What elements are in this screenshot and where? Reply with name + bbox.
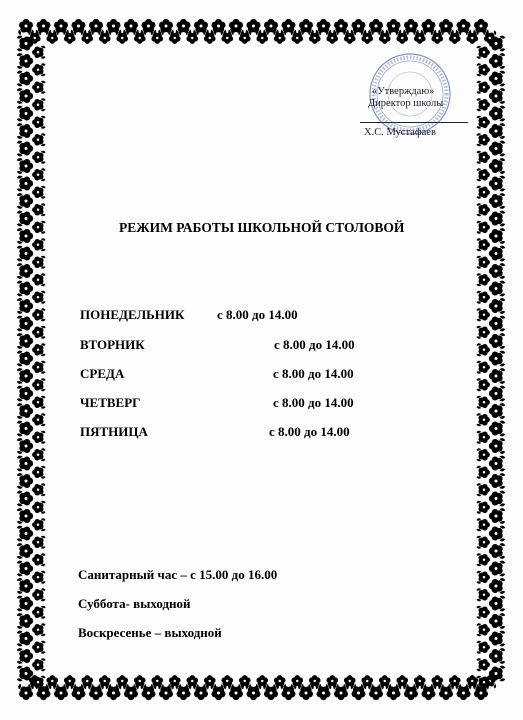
day-name: ПОНЕДЕЛЬНИК — [80, 307, 185, 322]
floral-border-ornament — [17, 648, 33, 664]
floral-border-ornament — [133, 675, 146, 688]
floral-border-ornament — [308, 30, 321, 43]
floral-border-ornament — [17, 491, 33, 507]
floral-border-ornament — [98, 675, 111, 688]
floral-border-ornament — [489, 648, 505, 664]
floral-border-ornament — [32, 81, 45, 94]
floral-border-ornament — [123, 19, 139, 35]
approval-stamp-block — [352, 52, 470, 142]
floral-border-ornament — [256, 30, 269, 43]
floral-border-ornament — [476, 606, 489, 619]
floral-border-ornament — [476, 536, 489, 549]
floral-border-ornament — [106, 684, 122, 700]
floral-border-ornament — [476, 46, 489, 59]
floral-border-ornament — [308, 675, 321, 688]
floral-border-ornament — [326, 30, 339, 43]
floral-border-ornament — [448, 30, 461, 43]
floral-border-ornament — [53, 684, 69, 700]
floral-border-ornament — [17, 613, 33, 629]
note-saturday: Суббота- выходной — [78, 596, 191, 611]
floral-border-ornament — [489, 71, 505, 87]
floral-border-ornament — [476, 571, 489, 584]
floral-border-ornament — [116, 30, 129, 43]
floral-border-ornament — [116, 675, 129, 688]
floral-border-ornament — [476, 623, 489, 636]
floral-border-ornament — [476, 203, 489, 216]
floral-border-ornament — [17, 596, 33, 612]
floral-border-ornament — [133, 30, 146, 43]
floral-border-ornament — [71, 684, 87, 700]
floral-border-ornament — [228, 19, 244, 35]
floral-border-ornament — [476, 168, 489, 181]
floral-border-ornament — [291, 30, 304, 43]
note-sanitary-hour: Санитарный час – с 15.00 до 16.00 — [78, 567, 278, 582]
floral-border-ornament — [489, 211, 505, 227]
floral-border-ornament — [298, 684, 314, 700]
floral-border-ornament — [32, 588, 45, 601]
floral-border-ornament — [476, 343, 489, 356]
floral-border-ornament — [17, 456, 33, 472]
floral-border-ornament — [17, 316, 33, 332]
floral-border-ornament — [421, 19, 437, 35]
floral-border-ornament — [333, 684, 349, 700]
floral-border-ornament — [489, 193, 505, 209]
floral-border-ornament — [476, 256, 489, 269]
floral-border-ornament — [476, 308, 489, 321]
floral-border-ornament — [32, 536, 45, 549]
floral-border-ornament — [228, 684, 244, 700]
floral-border-ornament — [221, 30, 234, 43]
floral-border-ornament — [476, 413, 489, 426]
floral-border-ornament — [489, 368, 505, 384]
floral-border-ornament — [396, 30, 409, 43]
floral-border-ornament — [413, 675, 426, 688]
floral-border-ornament — [32, 133, 45, 146]
floral-border-ornament — [489, 403, 505, 419]
floral-border-ornament — [281, 19, 297, 35]
floral-border-ornament — [466, 30, 479, 43]
floral-border-ornament — [32, 483, 45, 496]
floral-border-ornament — [291, 675, 304, 688]
floral-border-ornament — [386, 19, 402, 35]
floral-border-ornament — [17, 123, 33, 139]
floral-border-ornament — [17, 508, 33, 524]
floral-border-ornament — [489, 106, 505, 122]
floral-border-ornament — [476, 63, 489, 76]
floral-border-ornament — [476, 396, 489, 409]
floral-border-ornament — [46, 675, 59, 688]
floral-border-ornament — [17, 228, 33, 244]
floral-border-ornament — [17, 526, 33, 542]
floral-border-ornament — [489, 508, 505, 524]
floral-border-ornament — [431, 675, 444, 688]
floral-border-ornament — [17, 246, 33, 262]
floral-border-ornament — [17, 193, 33, 209]
day-hours: с 8.00 до 14.00 — [273, 366, 354, 381]
floral-border-ornament — [32, 46, 45, 59]
floral-border-ornament — [106, 19, 122, 35]
note-sunday: Воскресенье – выходной — [78, 625, 222, 640]
floral-border-ornament — [32, 501, 45, 514]
floral-border-ornament — [17, 53, 33, 69]
floral-border-ornament — [476, 273, 489, 286]
floral-border-ornament — [176, 19, 192, 35]
floral-border-ornament — [17, 543, 33, 559]
floral-border-ornament — [123, 684, 139, 700]
floral-border-ornament — [32, 168, 45, 181]
floral-border-ornament — [32, 361, 45, 374]
floral-border-ornament — [168, 30, 181, 43]
floral-border-ornament — [273, 30, 286, 43]
floral-border-ornament — [141, 684, 157, 700]
floral-border-ornament — [63, 675, 76, 688]
floral-border-ornament — [476, 186, 489, 199]
floral-border-ornament — [32, 466, 45, 479]
floral-border-ornament — [17, 386, 33, 402]
floral-border-ornament — [17, 368, 33, 384]
floral-border-ornament — [17, 106, 33, 122]
floral-border-ornament — [476, 483, 489, 496]
day-name: ЧЕТВЕРГ — [80, 395, 141, 410]
floral-border-ornament — [489, 491, 505, 507]
floral-border-ornament — [17, 578, 33, 594]
floral-border-ornament — [456, 684, 472, 700]
floral-border-ornament — [489, 333, 505, 349]
floral-border-ornament — [211, 19, 227, 35]
floral-border-ornament — [333, 19, 349, 35]
floral-border-ornament — [17, 176, 33, 192]
floral-border-ornament — [32, 396, 45, 409]
floral-border-ornament — [476, 378, 489, 391]
floral-border-ornament — [17, 421, 33, 437]
floral-border-ornament — [168, 675, 181, 688]
floral-border-ornament — [256, 675, 269, 688]
floral-border-ornament — [368, 19, 384, 35]
floral-border-ornament — [151, 675, 164, 688]
floral-border-ornament — [489, 578, 505, 594]
floral-border-ornament — [32, 273, 45, 286]
day-hours: с 8.00 до 14.00 — [217, 307, 298, 322]
floral-border-ornament — [158, 19, 174, 35]
floral-border-ornament — [32, 343, 45, 356]
floral-border-ornament — [32, 63, 45, 76]
floral-border-ornament — [246, 19, 262, 35]
floral-border-ornament — [476, 641, 489, 654]
floral-border-ornament — [17, 351, 33, 367]
floral-border-ornament — [489, 53, 505, 69]
floral-border-ornament — [316, 684, 332, 700]
floral-border-ornament — [438, 684, 454, 700]
floral-border-ornament — [476, 448, 489, 461]
floral-border-ornament — [63, 30, 76, 43]
floral-border-ornament — [17, 281, 33, 297]
floral-border-ornament — [238, 30, 251, 43]
floral-border-ornament — [32, 186, 45, 199]
floral-border-ornament — [32, 413, 45, 426]
floral-border-ornament — [263, 684, 279, 700]
floral-border-ornament — [32, 203, 45, 216]
floral-border-ornament — [53, 19, 69, 35]
floral-border-ornament — [489, 246, 505, 262]
floral-border-ornament — [32, 326, 45, 339]
floral-border-ornament — [448, 675, 461, 688]
floral-border-ornament — [18, 684, 34, 700]
floral-border-ornament — [489, 631, 505, 647]
stamp-director-label: Директор школы — [368, 98, 444, 109]
floral-border-ornament — [476, 238, 489, 251]
floral-border-ornament — [361, 675, 374, 688]
floral-border-ornament — [489, 473, 505, 489]
floral-border-ornament — [421, 684, 437, 700]
floral-border-ornament — [489, 438, 505, 454]
floral-border-ornament — [32, 151, 45, 164]
floral-border-ornament — [88, 684, 104, 700]
floral-border-ornament — [211, 684, 227, 700]
floral-border-ornament — [489, 596, 505, 612]
floral-border-ornament — [316, 19, 332, 35]
floral-border-ornament — [438, 19, 454, 35]
floral-border-ornament — [98, 30, 111, 43]
floral-border-ornament — [476, 116, 489, 129]
day-name: ВТОРНИК — [80, 337, 145, 352]
floral-border-ornament — [476, 466, 489, 479]
floral-border-ornament — [489, 176, 505, 192]
floral-border-ornament — [326, 675, 339, 688]
floral-border-ornament — [476, 326, 489, 339]
floral-border-ornament — [17, 333, 33, 349]
floral-border-ornament — [476, 501, 489, 514]
floral-border-ornament — [17, 473, 33, 489]
floral-border-ornament — [489, 386, 505, 402]
day-hours: с 8.00 до 14.00 — [274, 337, 355, 352]
floral-border-ornament — [476, 658, 489, 671]
floral-border-ornament — [489, 316, 505, 332]
floral-border-ornament — [32, 238, 45, 251]
floral-border-ornament — [17, 631, 33, 647]
floral-border-ornament — [17, 403, 33, 419]
floral-border-ornament — [489, 543, 505, 559]
floral-border-ornament — [32, 431, 45, 444]
floral-border-ornament — [203, 675, 216, 688]
floral-border-ornament — [32, 116, 45, 129]
floral-border-ornament — [476, 81, 489, 94]
floral-border-ornament — [476, 98, 489, 111]
floral-border-ornament — [489, 561, 505, 577]
floral-border-ornament — [46, 30, 59, 43]
floral-border-ornament — [17, 158, 33, 174]
page-title: РЕЖИМ РАБОТЫ ШКОЛЬНОЙ СТОЛОВОЙ — [119, 220, 405, 235]
floral-border-ornament — [489, 456, 505, 472]
floral-border-ornament — [476, 553, 489, 566]
floral-border-ornament — [32, 553, 45, 566]
floral-border-ornament — [17, 88, 33, 104]
floral-border-ornament — [476, 431, 489, 444]
floral-border-ornament — [32, 571, 45, 584]
floral-border-ornament — [489, 351, 505, 367]
floral-border-ornament — [32, 518, 45, 531]
floral-border-ornament — [32, 98, 45, 111]
floral-border-ornament — [238, 675, 251, 688]
floral-border-ornament — [32, 291, 45, 304]
floral-border-ornament — [476, 221, 489, 234]
floral-border-ornament — [343, 675, 356, 688]
floral-border-ornament — [17, 263, 33, 279]
floral-border-ornament — [17, 211, 33, 227]
day-hours: с 8.00 до 14.00 — [269, 424, 350, 439]
floral-border-ornament — [378, 675, 391, 688]
floral-border-ornament — [489, 88, 505, 104]
floral-border-ornament — [176, 684, 192, 700]
floral-border-ornament — [17, 438, 33, 454]
stamp-director-name: Х.С. Мустафаев — [364, 127, 436, 138]
floral-border-ornament — [476, 151, 489, 164]
floral-border-ornament — [351, 19, 367, 35]
floral-border-ornament — [32, 641, 45, 654]
floral-border-ornament — [263, 19, 279, 35]
floral-border-ornament — [489, 263, 505, 279]
floral-border-ornament — [361, 30, 374, 43]
floral-border-ornament — [489, 281, 505, 297]
floral-border-ornament — [489, 613, 505, 629]
floral-border-ornament — [489, 228, 505, 244]
floral-border-ornament — [476, 291, 489, 304]
floral-border-ornament — [71, 19, 87, 35]
floral-border-ornament — [32, 658, 45, 671]
floral-border-ornament — [81, 675, 94, 688]
floral-border-ornament — [386, 684, 402, 700]
stamp-approved-label: «Утверждаю» — [372, 86, 435, 97]
floral-border-ornament — [17, 561, 33, 577]
day-name: СРЕДА — [80, 366, 125, 381]
floral-border-ornament — [273, 675, 286, 688]
day-name: ПЯТНИЦА — [80, 424, 148, 439]
floral-border-ornament — [489, 421, 505, 437]
floral-border-ornament — [32, 448, 45, 461]
floral-border-ornament — [343, 30, 356, 43]
day-hours: с 8.00 до 14.00 — [273, 395, 354, 410]
floral-border-ornament — [32, 606, 45, 619]
floral-border-ornament — [489, 123, 505, 139]
floral-border-ornament — [473, 19, 489, 35]
floral-border-ornament — [476, 518, 489, 531]
floral-border-ornament — [403, 19, 419, 35]
floral-border-ornament — [476, 588, 489, 601]
floral-border-ornament — [32, 256, 45, 269]
floral-border-ornament — [476, 133, 489, 146]
floral-border-ornament — [88, 19, 104, 35]
floral-border-ornament — [456, 19, 472, 35]
floral-border-ornament — [32, 378, 45, 391]
floral-border-ornament — [281, 684, 297, 700]
floral-border-ornament — [221, 675, 234, 688]
floral-border-ornament — [186, 30, 199, 43]
floral-border-ornament — [32, 623, 45, 636]
floral-border-ornament — [351, 684, 367, 700]
floral-border-ornament — [489, 526, 505, 542]
floral-border-ornament — [193, 684, 209, 700]
floral-border-ornament — [246, 684, 262, 700]
floral-border-ornament — [141, 19, 157, 35]
floral-border-ornament — [476, 361, 489, 374]
floral-border-ornament — [368, 684, 384, 700]
floral-border-ornament — [378, 30, 391, 43]
floral-border-ornament — [489, 298, 505, 314]
floral-border-ornament — [193, 19, 209, 35]
floral-border-ornament — [158, 684, 174, 700]
floral-border-ornament — [18, 19, 34, 35]
floral-border-ornament — [203, 30, 216, 43]
floral-border-ornament — [431, 30, 444, 43]
floral-border-ornament — [17, 298, 33, 314]
floral-border-ornament — [403, 684, 419, 700]
floral-border-ornament — [36, 19, 52, 35]
floral-border-ornament — [81, 30, 94, 43]
floral-border-ornament — [413, 30, 426, 43]
floral-border-ornament — [396, 675, 409, 688]
floral-border-ornament — [151, 30, 164, 43]
floral-border-ornament — [489, 141, 505, 157]
floral-border-ornament — [32, 308, 45, 321]
floral-border-ornament — [186, 675, 199, 688]
floral-border-ornament — [17, 141, 33, 157]
floral-border-ornament — [17, 71, 33, 87]
floral-border-ornament — [489, 158, 505, 174]
floral-border-ornament — [32, 221, 45, 234]
floral-border-ornament — [298, 19, 314, 35]
signature-line — [360, 122, 468, 123]
